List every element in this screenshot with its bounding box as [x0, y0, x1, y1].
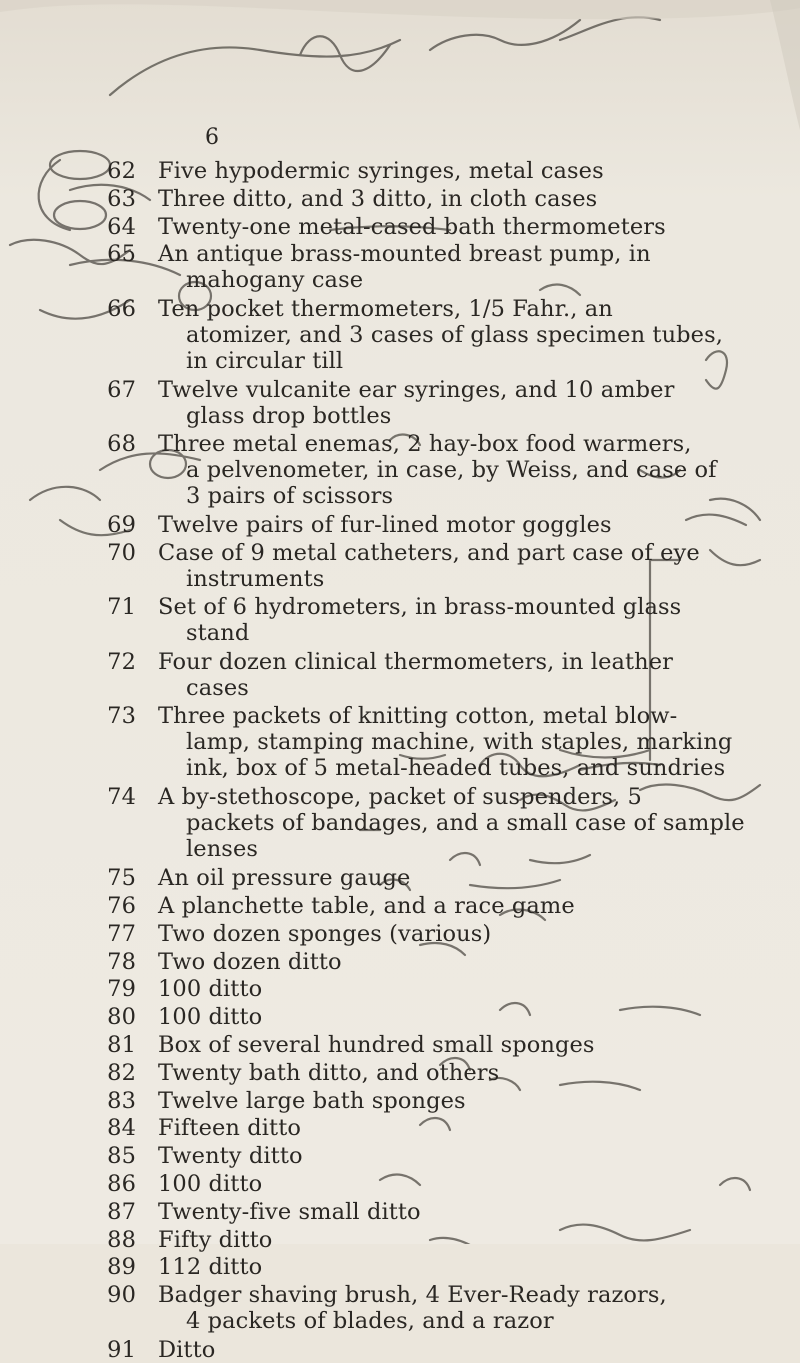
lot-description	[158, 949, 786, 975]
lot-description-continuation: 3 pairs of scissors	[186, 483, 394, 510]
lot-description	[158, 976, 786, 1002]
lot-number: 88	[107, 1226, 136, 1253]
lot-description	[158, 703, 786, 781]
lot-description	[158, 865, 786, 891]
lot-description-line: An oil pressure gauge	[158, 865, 411, 892]
lot-description	[158, 1088, 786, 1114]
lot-description-line: Box of several hundred small sponges	[158, 1032, 595, 1058]
lot-description-continuation: cases	[186, 674, 249, 701]
lot-description	[158, 1032, 786, 1058]
lot-number: 78	[107, 948, 136, 975]
lot-description	[158, 1143, 786, 1169]
lot-number: 63	[107, 185, 136, 212]
lot-description-line: Fifteen ditto	[158, 1115, 301, 1142]
lot-description-line: Set of 6 hydrometers, in brass-mounted glass	[158, 594, 682, 621]
lot-number: 70	[107, 540, 136, 566]
lot-description-line: 112 ditto	[158, 1254, 263, 1281]
lot-description-line: Two dozen ditto	[158, 948, 342, 975]
lot-description	[158, 158, 786, 184]
lot-description-line: Three packets of knitting cotton, metal blow-	[158, 703, 678, 730]
lot-number: 86	[107, 1171, 136, 1197]
lot-number: 85	[107, 1143, 136, 1170]
lot-description-continuation: packets of bandages, and a small case of sample	[186, 810, 745, 837]
lot-description	[158, 1115, 786, 1141]
lot-number: 72	[107, 648, 136, 675]
lot-number: 74	[107, 784, 136, 811]
lot-description-line: Twenty bath ditto, and others	[158, 1059, 500, 1086]
lot-description	[158, 241, 786, 293]
lot-description-continuation: ink, box of 5 metal-headed tubes, and sundries	[186, 755, 726, 782]
lot-description-line: An antique brass-mounted breast pump, in	[158, 241, 651, 268]
lot-description	[158, 512, 786, 538]
lot-description-line: Four dozen clinical thermometers, in leather	[158, 648, 674, 675]
lot-description-continuation: a pelvenometer, in case, by Weiss, and case of	[186, 457, 717, 484]
lot-description	[158, 377, 786, 429]
lot-number: 79	[107, 976, 136, 1003]
lot-description-line: Three metal enemas, 2 hay-box food warmers,	[158, 431, 692, 458]
lot-number: 76	[107, 893, 136, 919]
lot-description-line: Twenty-one metal-cased bath thermometers	[158, 213, 666, 240]
lot-description-line: Twenty ditto	[158, 1143, 303, 1170]
lot-description	[158, 431, 786, 509]
lot-description-line: Twelve large bath sponges	[158, 1087, 466, 1114]
lot-number: 90	[107, 1282, 136, 1309]
lot-description	[158, 1060, 786, 1086]
lot-description	[158, 594, 786, 646]
lot-description	[158, 540, 786, 592]
lot-description-line: Two dozen sponges (various)	[158, 920, 492, 947]
lot-description-line: Badger shaving brush, 4 Ever-Ready razors,	[158, 1282, 667, 1309]
lot-number: 82	[107, 1059, 136, 1086]
lot-description-line: Fifty ditto	[158, 1226, 273, 1253]
lot-number: 89	[107, 1254, 136, 1281]
lot-description-continuation: lamp, stamping machine, with staples, marking	[186, 729, 733, 756]
lot-number: 80	[107, 1004, 136, 1031]
lot-description-line: Twelve vulcanite ear syringes, and 10 amber	[158, 376, 675, 403]
lot-number: 73	[107, 703, 136, 730]
lot-description	[158, 893, 786, 919]
lot-description-line: Ten pocket thermometers, 1/5 Fahr., an	[158, 295, 613, 322]
lot-description	[158, 1337, 786, 1363]
lot-description-line: A by-stethoscope, packet of suspenders, 5	[158, 784, 642, 811]
lot-description-continuation: glass drop bottles	[186, 402, 392, 429]
lot-description-continuation: in circular till	[186, 347, 344, 374]
lot-description-continuation: mahogany case	[186, 267, 364, 294]
lot-number: 87	[107, 1198, 136, 1225]
lot-number: 62	[107, 158, 136, 184]
lot-description-line: Twelve pairs of fur-lined motor goggles	[158, 512, 612, 539]
lot-description-line: 100 ditto	[158, 1171, 263, 1197]
lot-number: 77	[107, 920, 136, 947]
lot-description	[158, 784, 786, 862]
lot-number: 68	[107, 431, 136, 458]
page-number: 6	[205, 125, 219, 150]
lot-description-continuation: instruments	[186, 566, 325, 592]
lot-number: 91	[107, 1336, 136, 1363]
lot-number: 71	[107, 594, 136, 621]
lot-description-line: Twenty-five small ditto	[158, 1198, 421, 1225]
lot-description-line: 100 ditto	[158, 1004, 263, 1031]
lot-description-line: Case of 9 metal catheters, and part case of eye	[158, 540, 700, 566]
lot-description	[158, 649, 786, 701]
lot-number: 65	[107, 241, 136, 268]
lot-number: 84	[107, 1115, 136, 1142]
lot-description-line: Five hypodermic syringes, metal cases	[158, 158, 604, 184]
lot-description	[158, 1171, 786, 1197]
lot-description-continuation: 4 packets of blades, and a razor	[186, 1308, 554, 1335]
lot-description-continuation: atomizer, and 3 cases of glass specimen tubes,	[186, 321, 723, 348]
lot-description-line: Ditto	[158, 1336, 216, 1363]
lot-description	[158, 186, 786, 212]
lot-description	[158, 921, 786, 947]
lot-number: 66	[107, 295, 136, 322]
lot-description-line: A planchette table, and a race game	[158, 893, 575, 919]
lot-number: 67	[107, 376, 136, 403]
lot-description	[158, 1004, 786, 1030]
lot-number: 69	[107, 512, 136, 539]
lot-description	[158, 1199, 786, 1225]
lot-description	[158, 1282, 786, 1334]
lot-description-continuation: lenses	[186, 836, 259, 863]
lot-number: 83	[107, 1087, 136, 1114]
lot-description	[158, 296, 786, 374]
lot-description	[158, 1227, 786, 1253]
lot-description-line: Three ditto, and 3 ditto, in cloth cases	[158, 185, 598, 212]
lot-number: 64	[107, 213, 136, 240]
lot-description-line: 100 ditto	[158, 976, 263, 1003]
lot-description	[158, 214, 786, 240]
lot-number: 81	[107, 1032, 136, 1058]
lot-description-continuation: stand	[186, 620, 250, 647]
lot-description	[158, 1254, 786, 1280]
lot-number: 75	[107, 865, 136, 892]
